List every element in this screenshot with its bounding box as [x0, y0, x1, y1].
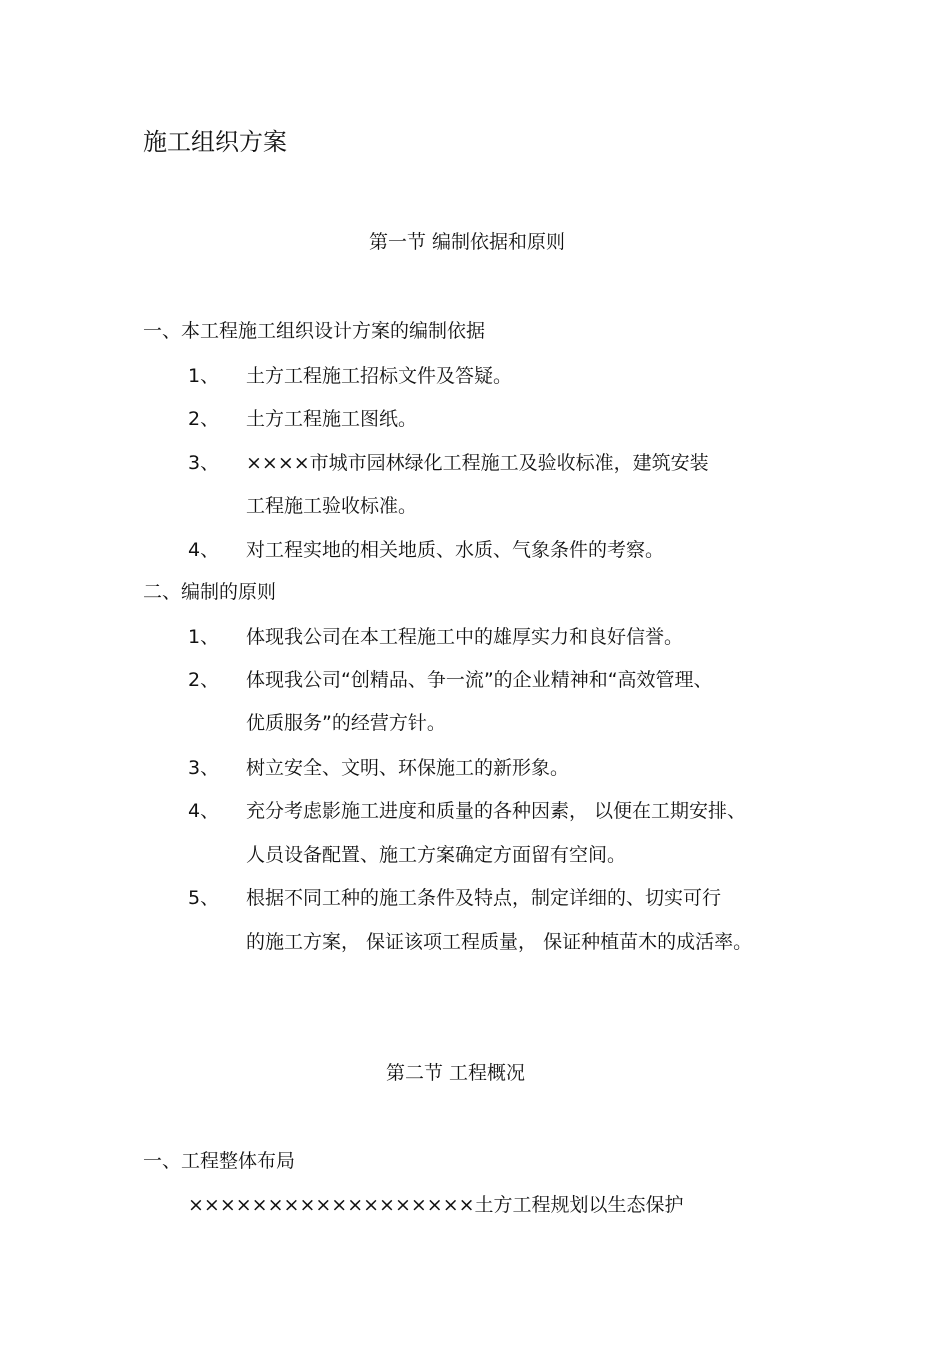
item-text: 充分考虑影施工进度和质量的各种因素， 以便在工期安排、 — [246, 800, 747, 822]
item-number: 2、 — [188, 669, 220, 691]
item-text: 体现我公司“创精品、争一流”的企业精神和“高效管理、 — [246, 669, 713, 691]
item-text: 根据不同工种的施工条件及特点，制定详细的、切实可行 — [246, 887, 722, 909]
item-text-continued: 的施工方案， 保证该项工程质量， 保证种植苗木的成活率。 — [246, 931, 753, 953]
item-text-continued: 人员设备配置、施工方案确定方面留有空间。 — [246, 844, 627, 866]
document-title: 施工组织方案 — [143, 128, 287, 156]
item-text: 树立安全、文明、环保施工的新形象。 — [246, 757, 570, 779]
item-number: 5、 — [188, 887, 220, 909]
item-number: 2、 — [188, 408, 220, 430]
item-number: 3、 — [188, 452, 220, 474]
part-heading: 二、编制的原则 — [143, 581, 277, 603]
item-number: 3、 — [188, 757, 220, 779]
part-heading: 一、工程整体布局 — [143, 1150, 296, 1172]
item-text: 体现我公司在本工程施工中的雄厚实力和良好信誉。 — [246, 626, 684, 648]
part-heading: 一、本工程施工组织设计方案的编制依据 — [143, 320, 486, 342]
item-number: 1、 — [188, 626, 220, 648]
item-text: 对工程实地的相关地质、水质、气象条件的考察。 — [246, 539, 665, 561]
item-text: ××××市城市园林绿化工程施工及验收标准，建筑安装 — [246, 452, 709, 474]
paragraph-text: ××××××××××××××××××土方工程规划以生态保护 — [188, 1194, 684, 1216]
item-number: 4、 — [188, 800, 220, 822]
item-text: 土方工程施工图纸。 — [246, 408, 418, 430]
item-text: 土方工程施工招标文件及答疑。 — [246, 365, 513, 387]
item-number: 4、 — [188, 539, 220, 561]
section-heading: 第一节 编制依据和原则 — [369, 231, 566, 253]
item-text-continued: 工程施工验收标准。 — [246, 495, 418, 517]
item-text-continued: 优质服务”的经营方针。 — [246, 712, 446, 734]
item-number: 1、 — [188, 365, 220, 387]
section-heading: 第二节 工程概况 — [386, 1062, 526, 1084]
